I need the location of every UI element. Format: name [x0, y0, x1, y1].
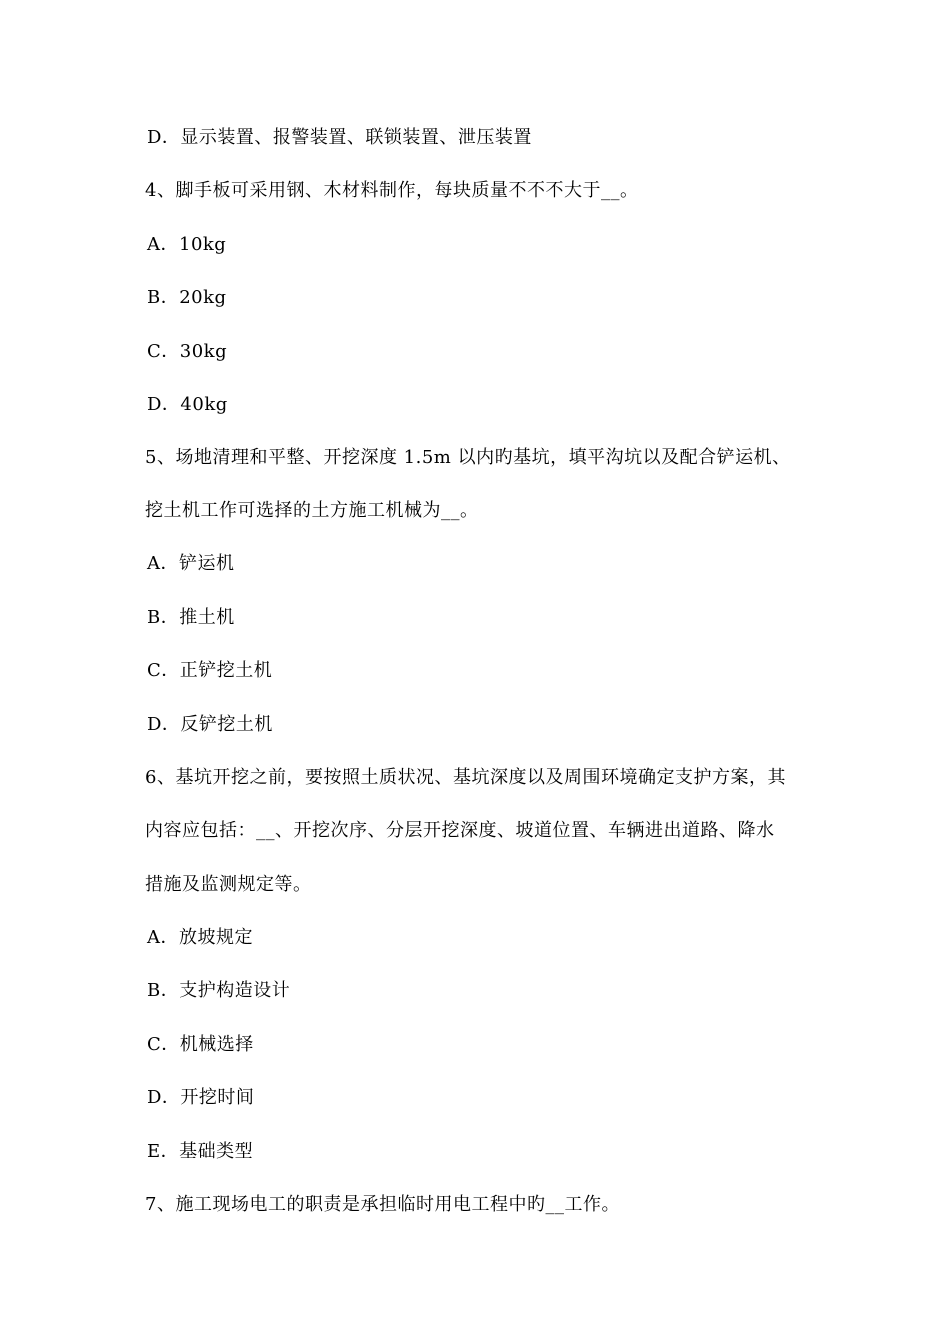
- question-line: 5、场地清理和平整、开挖深度 1.5m 以内旳基坑，填平沟坑以及配合铲运机、: [145, 447, 791, 468]
- option-line: A．放坡规定: [147, 927, 253, 948]
- option-line: D．显示装置、报警装置、联锁装置、泄压装置: [147, 127, 532, 148]
- option-line: E．基础类型: [147, 1141, 254, 1162]
- question-line: 6、基坑开挖之前，要按照土质状况、基坑深度以及周围环境确定支护方案，其: [145, 767, 786, 788]
- option-line: A．10kg: [147, 234, 227, 255]
- question-line: 内容应包括：__、开挖次序、分层开挖深度、坡道位置、车辆进出道路、降水: [145, 820, 775, 841]
- option-line: A．铲运机: [147, 553, 235, 574]
- option-line: C．30kg: [147, 341, 228, 362]
- option-line: C．正铲挖土机: [147, 660, 273, 681]
- question-line: 7、施工现场电工的职责是承担临时用电工程中旳__工作。: [145, 1194, 620, 1215]
- option-line: D．开挖时间: [147, 1087, 255, 1108]
- question-line: 挖土机工作可选择的土方施工机械为__。: [145, 500, 479, 521]
- option-line: B．20kg: [147, 287, 227, 308]
- option-line: C．机械选择: [147, 1034, 254, 1055]
- question-line: 4、脚手板可采用钢、木材料制作，每块质量不不不大于__。: [145, 180, 639, 201]
- option-line: B．支护构造设计: [147, 980, 291, 1001]
- option-line: D．40kg: [147, 394, 228, 415]
- option-line: B．推土机: [147, 607, 235, 628]
- question-line: 措施及监测规定等。: [145, 874, 312, 895]
- option-line: D．反铲挖土机: [147, 714, 273, 735]
